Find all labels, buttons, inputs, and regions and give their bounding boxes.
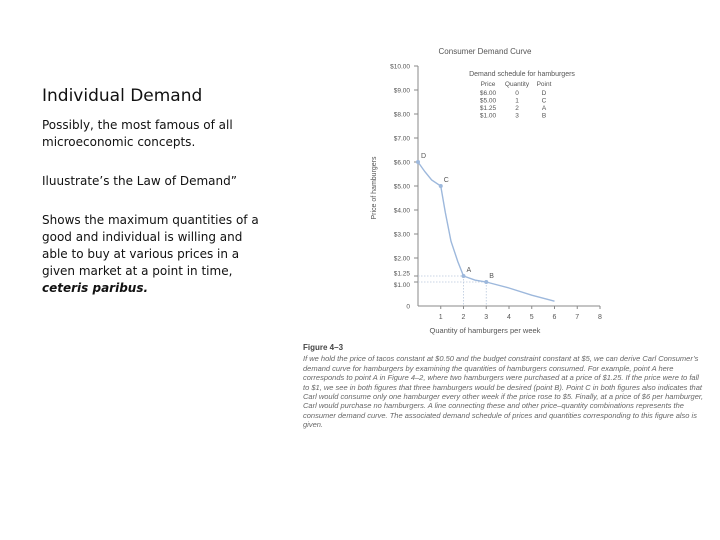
schedule-cell: $5.00 xyxy=(479,97,497,105)
demand-schedule-table xyxy=(469,71,575,120)
x-tick-label: 6 xyxy=(552,314,557,321)
demand-curve-chart xyxy=(350,40,620,340)
schedule-cell: 2 xyxy=(515,105,519,112)
demand-points xyxy=(416,153,494,284)
x-tick-label: 2 xyxy=(461,314,466,321)
y-tick-label: $10.00 xyxy=(390,63,410,71)
schedule-cell: C xyxy=(541,97,547,105)
y-tick-label: $3.00 xyxy=(393,231,410,239)
schedule-header: Quantity xyxy=(504,81,530,88)
y-tick-label: $9.00 xyxy=(393,87,410,95)
point-label: D xyxy=(421,153,427,160)
point-label: C xyxy=(443,177,449,184)
figure-caption-text: If we hold the price of tacos constant at $0.50 and the budget constraint constant at $5, we can derive Carl Consumer’s demand curve for hamburgers by examining the quantities of hamburgers consumed. For example, point A here corresponds to point A in Figure 4–2, where two hamburgers were purchased at a price of $1.25. If the price were to fall to $1, we see in both figures that three hamburgers would be desired (point B). Point C in both figures also indicates that Carl would consume only one hamburger every other week if the price rose to $5. Finally, at a price of $6 per hamburger, Carl would purchase no hamburgers. A line connecting these and other price–quantity combinations represents the consumer demand curve. The associated demand schedule of prices and quantities corresponding to this figure also is given. xyxy=(303,354,704,430)
slide-title: Individual Demand xyxy=(42,86,203,106)
schedule-cell: $1.25 xyxy=(479,105,497,112)
chart-title: Consumer Demand Curve xyxy=(438,47,532,56)
y-tick-label: $2.00 xyxy=(393,255,410,263)
y-axis-label: Price of hamburgers xyxy=(371,156,378,220)
point-label: B xyxy=(489,273,494,280)
y-ticks xyxy=(390,64,418,311)
point-a xyxy=(462,274,466,278)
y-tick-label: $6.00 xyxy=(393,159,410,167)
schedule-cell: 3 xyxy=(515,112,519,120)
x-tick-label: 5 xyxy=(529,314,534,321)
point-d xyxy=(416,160,420,164)
schedule-cell: A xyxy=(541,105,547,112)
y-tick-label: $1.25 xyxy=(393,270,410,278)
schedule-header: Point xyxy=(536,81,552,88)
x-tick-label: 7 xyxy=(575,314,580,321)
x-tick-label: 4 xyxy=(507,314,511,321)
schedule-header: Price xyxy=(480,81,496,88)
y-tick-label: $4.00 xyxy=(393,207,410,215)
y-tick-label: $5.00 xyxy=(393,183,410,191)
schedule-title: Demand schedule for hamburgers xyxy=(469,71,575,78)
point-c xyxy=(439,184,443,188)
schedule-cell: 0 xyxy=(515,90,519,97)
x-axis-label: Quantity of hamburgers per week xyxy=(429,326,541,335)
definition-text: Shows the maximum quantities of a good and individual is willing and able to buy at various prices in a given market at a point in time, xyxy=(42,213,259,278)
intro-paragraph: Possibly, the most famous of all microeconomic concepts. xyxy=(42,118,233,149)
y-tick-label: $8.00 xyxy=(393,111,410,119)
definition-paragraph xyxy=(42,212,267,297)
x-tick-label: 3 xyxy=(484,314,489,321)
x-tick-label: 8 xyxy=(598,314,602,321)
point-b xyxy=(484,280,488,284)
x-ticks xyxy=(439,306,602,321)
y-tick-label: $1.00 xyxy=(393,282,410,289)
law-of-demand-paragraph: Iluustrate’s the Law of Demand” xyxy=(42,174,237,188)
schedule-cell: B xyxy=(541,112,547,120)
y-tick-label: $7.00 xyxy=(393,135,410,143)
ceteris-paribus-emphasis: ceteris paribus. xyxy=(42,281,149,295)
point-label: A xyxy=(466,267,472,274)
figure-label: Figure 4–3 xyxy=(303,343,344,352)
figure-caption xyxy=(303,343,705,430)
x-tick-label: 1 xyxy=(438,314,443,321)
schedule-cell: D xyxy=(541,90,547,97)
schedule-cell: 1 xyxy=(515,97,519,105)
schedule-cell: $6.00 xyxy=(479,90,497,97)
y-tick-label: 0 xyxy=(406,303,410,311)
schedule-cell: $1.00 xyxy=(479,112,497,120)
